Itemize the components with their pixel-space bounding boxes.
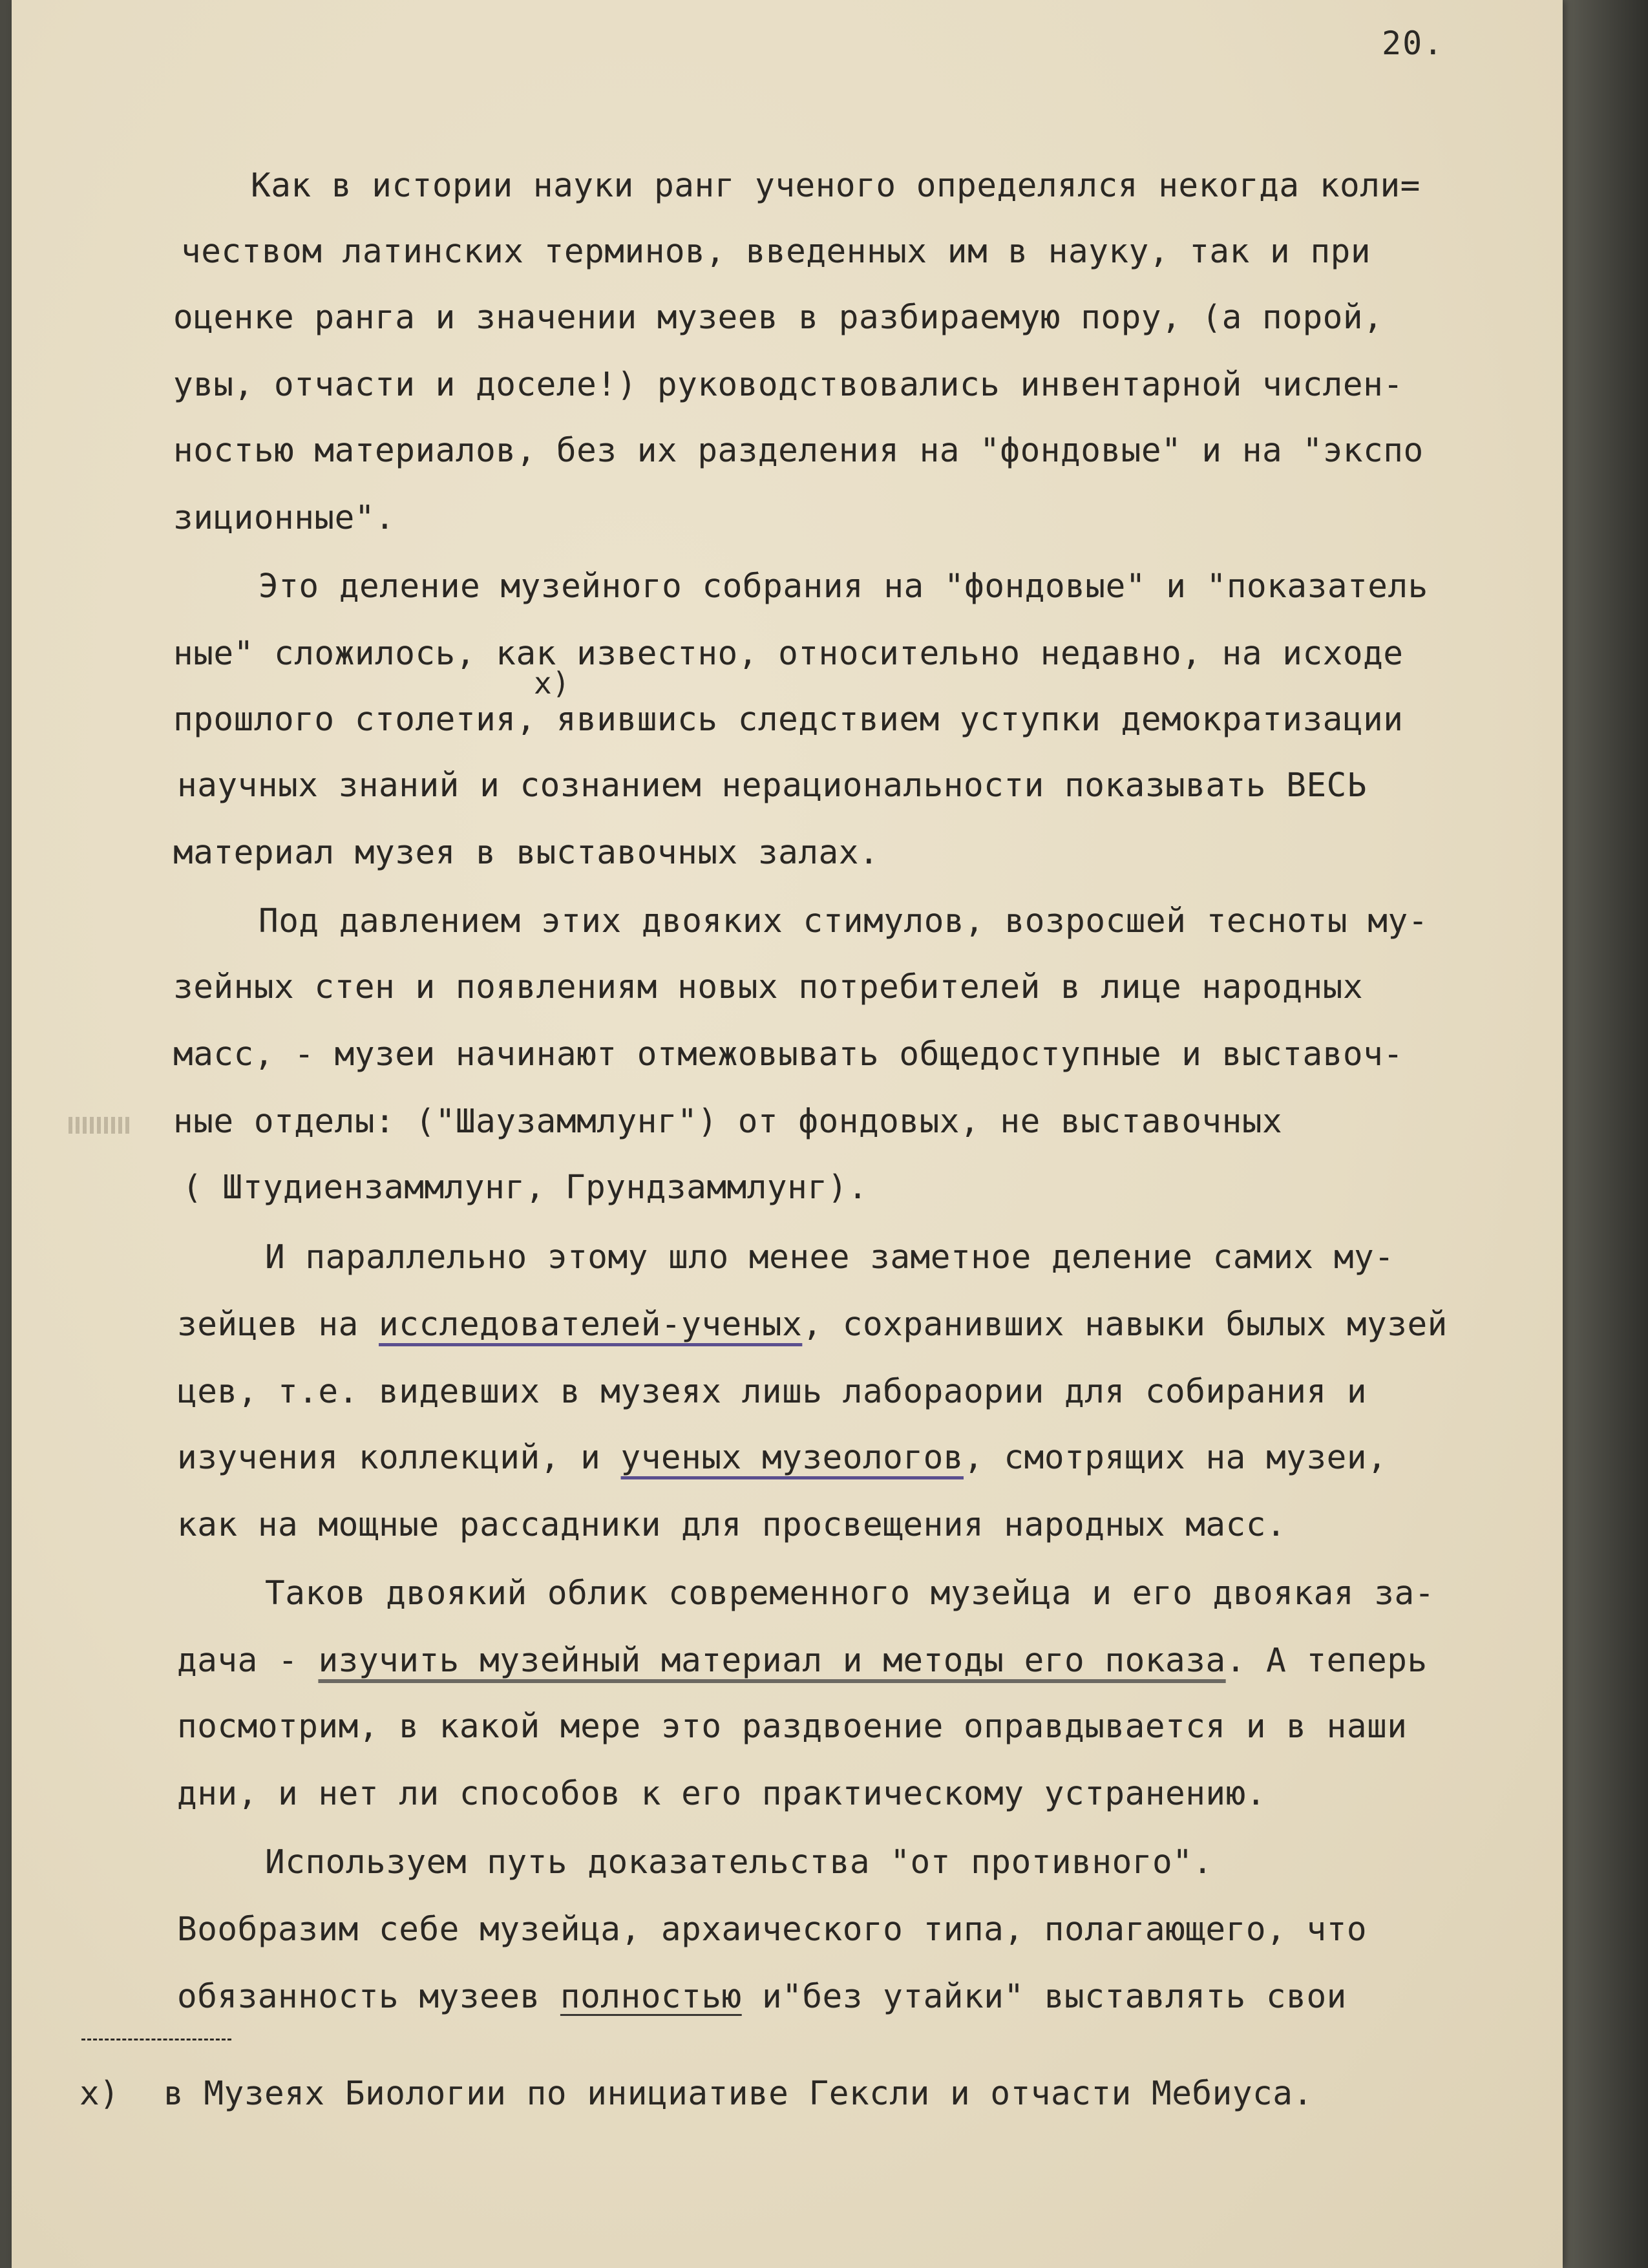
text-line: научных знаний и сознанием нерациональности показывать ВЕСЬ	[177, 767, 1368, 805]
footnote-text: в Музеях Биологии по инициативе Гексли и отчасти Мебиуса.	[164, 2075, 1313, 2113]
footnote-separator	[81, 2039, 231, 2040]
text-line: увы, отчасти и доселе!) руководствовались инвентарной числен-	[173, 366, 1404, 404]
text-line: ные" сложилось, как известно, относительно недавно, на исходе	[173, 635, 1404, 673]
text-line	[177, 1978, 1347, 2016]
page-number: 20.	[1382, 25, 1444, 62]
text-line: Таков двоякий облик современного музейца и его двоякая за-	[265, 1574, 1435, 1613]
text-segment: . А теперь	[1225, 1642, 1428, 1680]
typewritten-page	[12, 0, 1563, 2268]
text-line: чеством латинских терминов, введенных им в науку, так и при	[181, 233, 1371, 271]
text-segment: , сохранивших навыки былых музей	[802, 1306, 1448, 1344]
text-line: как на мощные рассадники для просвещения народных масс.	[177, 1506, 1287, 1544]
text-line: Это деление музейного собрания на "фондовые" и "показатель	[259, 567, 1428, 606]
text-line	[177, 1306, 1448, 1344]
underlined-phrase: исследователей-ученых	[379, 1306, 803, 1344]
margin-smudge	[69, 1117, 130, 1134]
text-line: Под давлением этих двояких стимулов, возросшей тесноты му-	[259, 902, 1428, 940]
footnote-reference: x)	[534, 666, 571, 701]
text-line: И параллельно этому шло менее заметное деление самих му-	[265, 1238, 1395, 1277]
footnote-label: x)	[79, 2075, 120, 2113]
text-line: ностью материалов, без их разделения на "фондовые" и на "экспо	[173, 432, 1424, 470]
text-line: прошлого столетия, явившись следствием уступки демократизации	[173, 701, 1404, 739]
underlined-phrase: полностью	[560, 1978, 742, 2016]
text-line: зиционные".	[173, 499, 396, 537]
text-line: Используем путь доказательства "от противного".	[265, 1843, 1213, 1881]
text-line: материал музея в выставочных залах.	[173, 834, 880, 872]
text-line: цев, т.е. видевших в музеях лишь лабораории для собирания и	[177, 1373, 1368, 1411]
text-line: посмотрим, в какой мере это раздвоение оправдывается и в наши	[177, 1708, 1408, 1746]
text-segment: изучения коллекций, и	[177, 1439, 621, 1477]
underlined-phrase: ученых музеологов	[620, 1439, 964, 1477]
text-line: Вообразим себе музейца, архаического типа, полагающего, что	[177, 1911, 1368, 1949]
text-line: Как в истории науки ранг ученого определялся некогда коли=	[251, 167, 1421, 205]
text-line: масс, - музеи начинают отмежовывать общедоступные и выставоч-	[173, 1035, 1404, 1074]
text-segment: и"без утайки" выставлять свои	[741, 1978, 1347, 2016]
text-line	[177, 1439, 1387, 1477]
text-line: зейных стен и появлениям новых потребителей в лице народных	[173, 968, 1364, 1006]
underlined-phrase: изучить музейный материал и методы его показа	[318, 1642, 1226, 1680]
text-segment: зейцев на	[177, 1306, 379, 1344]
text-segment: обязанность музеев	[177, 1978, 560, 2016]
scanner-edge	[1563, 0, 1648, 2268]
text-line: дни, и нет ли способов к его практическому устранению.	[177, 1775, 1267, 1813]
text-segment: , смотрящих на музеи,	[964, 1439, 1388, 1477]
text-segment: дача -	[177, 1642, 319, 1680]
text-line: оценке ранга и значении музеев в разбираемую пору, (а порой,	[173, 299, 1384, 337]
text-line: ( Штудиензаммлунг, Грундзаммлунг).	[182, 1169, 868, 1207]
text-line	[177, 1642, 1428, 1680]
text-line: ные отделы: ("Шаузаммлунг") от фондовых, не выставочных	[173, 1103, 1283, 1141]
